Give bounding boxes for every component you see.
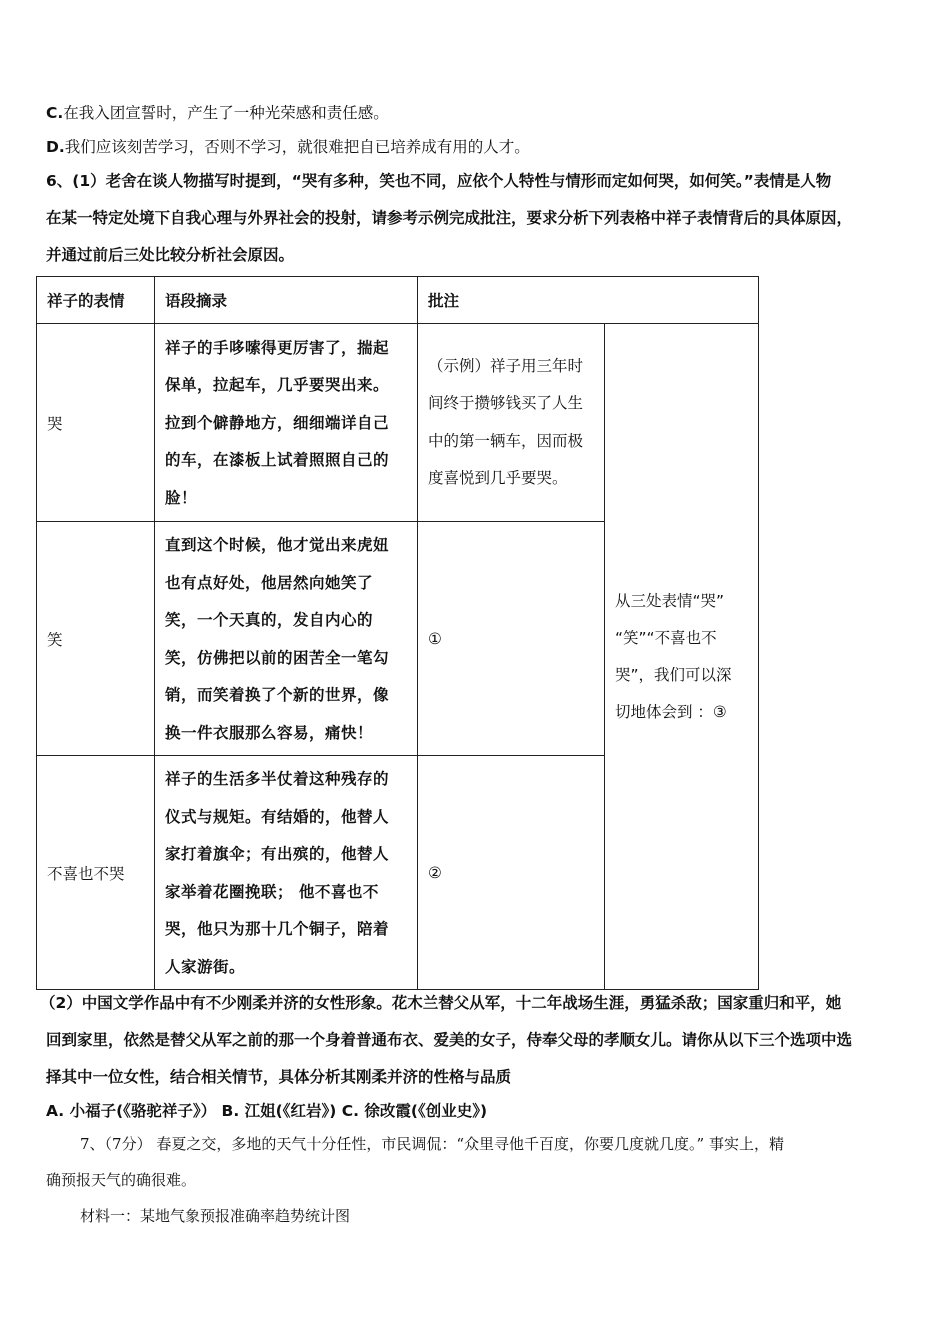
excerpt-line: 换一件衣服那么容易，痛快！ [165, 722, 374, 742]
excerpt-line: 祥子的手哆嗦得更厉害了，揣起 [165, 337, 390, 357]
excerpt-line: 也有点好处，他居然向她笑了 [165, 572, 374, 592]
q7-line-2: 确预报天气的确很难。 [46, 1171, 197, 1189]
part2-options: A. 小福子(《骆驼祥子》） B. 江姐(《红岩》) C. 徐改霞(《创业史》) [46, 1102, 488, 1120]
option-c [46, 102, 389, 124]
summary-line: 从三处表情“哭” [615, 591, 725, 610]
summary-line: 切地体会到 ：③ [615, 702, 727, 721]
note-cry [418, 324, 605, 522]
excerpt-line: 仪式与规矩。有结婚的，他替人 [165, 806, 390, 826]
expression-table [36, 276, 759, 990]
excerpt-line: 拉到个僻静地方，细细端详自己 [165, 412, 390, 432]
excerpt-line: 人家游街。 [165, 956, 246, 976]
option-c-label: C. [46, 104, 64, 122]
note-line: 中的第一辆车，因而极 [428, 431, 584, 450]
summary-cell [605, 324, 759, 990]
excerpt-line: 脸！ [165, 487, 198, 507]
summary-line: “笑”“不喜也不 [615, 628, 717, 647]
q6-line-3: 并通过前后三处比较分析社会原因。 [46, 246, 295, 264]
header-expression: 祥子的表情 [37, 277, 155, 324]
header-note: 批注 [418, 277, 759, 324]
option-c-text: 在我入团宣誓时，产生了一种光荣感和责任感。 [63, 104, 389, 122]
header-excerpt: 语段摘录 [155, 277, 418, 324]
excerpt-smile [155, 522, 418, 756]
expression-neither: 不喜也不哭 [37, 756, 155, 990]
q7-line-1: 7、（7分） 春夏之交，多地的天气十分任性，市民调侃：“众里寻他千百度，你要几度就几度。” 事实上，精 [80, 1135, 784, 1153]
option-d-label: D. [46, 138, 65, 156]
excerpt-cry [155, 324, 418, 522]
material-one-title: 材料一：某地气象预报准确率趋势统计图 [80, 1207, 351, 1225]
part2-line-2: 回到家里，依然是替父从军之前的那一个身着普通布衣、爱美的女子，侍奉父母的孝顺女儿。请你从以下三个选项中选 [46, 1031, 853, 1049]
note-line: （示例）祥子用三年时 [428, 356, 584, 375]
expression-smile: 笑 [37, 522, 155, 756]
note-neither: ② [418, 756, 605, 990]
q6-line-2: 在某一特定处境下自我心理与外界社会的投射，请参考示例完成批注，要求分析下列表格中祥子表情背后的具体原因， [46, 209, 853, 227]
excerpt-line: 家打着旗伞；有出殡的，他替人 [165, 844, 390, 863]
part2-line-1: （2）中国文学作品中有不少刚柔并济的女性形象。花木兰替父从军，十二年战场生涯，勇猛杀敌；国家重归和平，她 [40, 994, 842, 1012]
excerpt-line: 家举着花圈挽联； 他不喜也不 [165, 881, 379, 901]
excerpt-line: 哭，他只为那十几个铜子，陪着 [165, 919, 390, 938]
excerpt-line: 直到这个时候，他才觉出来虎妞 [165, 535, 390, 554]
note-line: 度喜悦到几乎要哭。 [428, 469, 568, 487]
note-smile: ① [418, 522, 605, 756]
excerpt-line: 祥子的生活多半仗着这种残存的 [165, 769, 390, 788]
table-header-row [37, 277, 759, 324]
expression-cry: 哭 [37, 324, 155, 522]
option-d [46, 136, 530, 158]
excerpt-neither [155, 756, 418, 990]
excerpt-line: 笑，一个天真的，发自内心的 [165, 610, 374, 629]
summary-line: 哭”，我们可以深 [615, 665, 732, 684]
table-row [37, 324, 759, 522]
note-line: 间终于攒够钱买了人生 [428, 394, 584, 412]
option-d-text: 我们应该刻苦学习，否则不学习，就很难把自已培养成有用的人才。 [64, 138, 530, 156]
excerpt-line: 的车，在漆板上试着照照自己的 [165, 450, 390, 470]
excerpt-line: 销，而笑着换了个新的世界，像 [165, 685, 390, 704]
q6-line-1: 6、(1）老舍在谈人物描写时提到，“哭有多种，笑也不同，应依个人特性与情形而定如何哭，如何笑。”表情是人物 [46, 172, 832, 190]
excerpt-line: 保单，拉起车，几乎要哭出来。 [165, 375, 390, 395]
excerpt-line: 笑，仿佛把以前的困苦全一笔勾 [165, 647, 390, 667]
part2-line-3: 择其中一位女性，结合相关情节，具体分析其刚柔并济的性格与品质 [46, 1068, 512, 1086]
